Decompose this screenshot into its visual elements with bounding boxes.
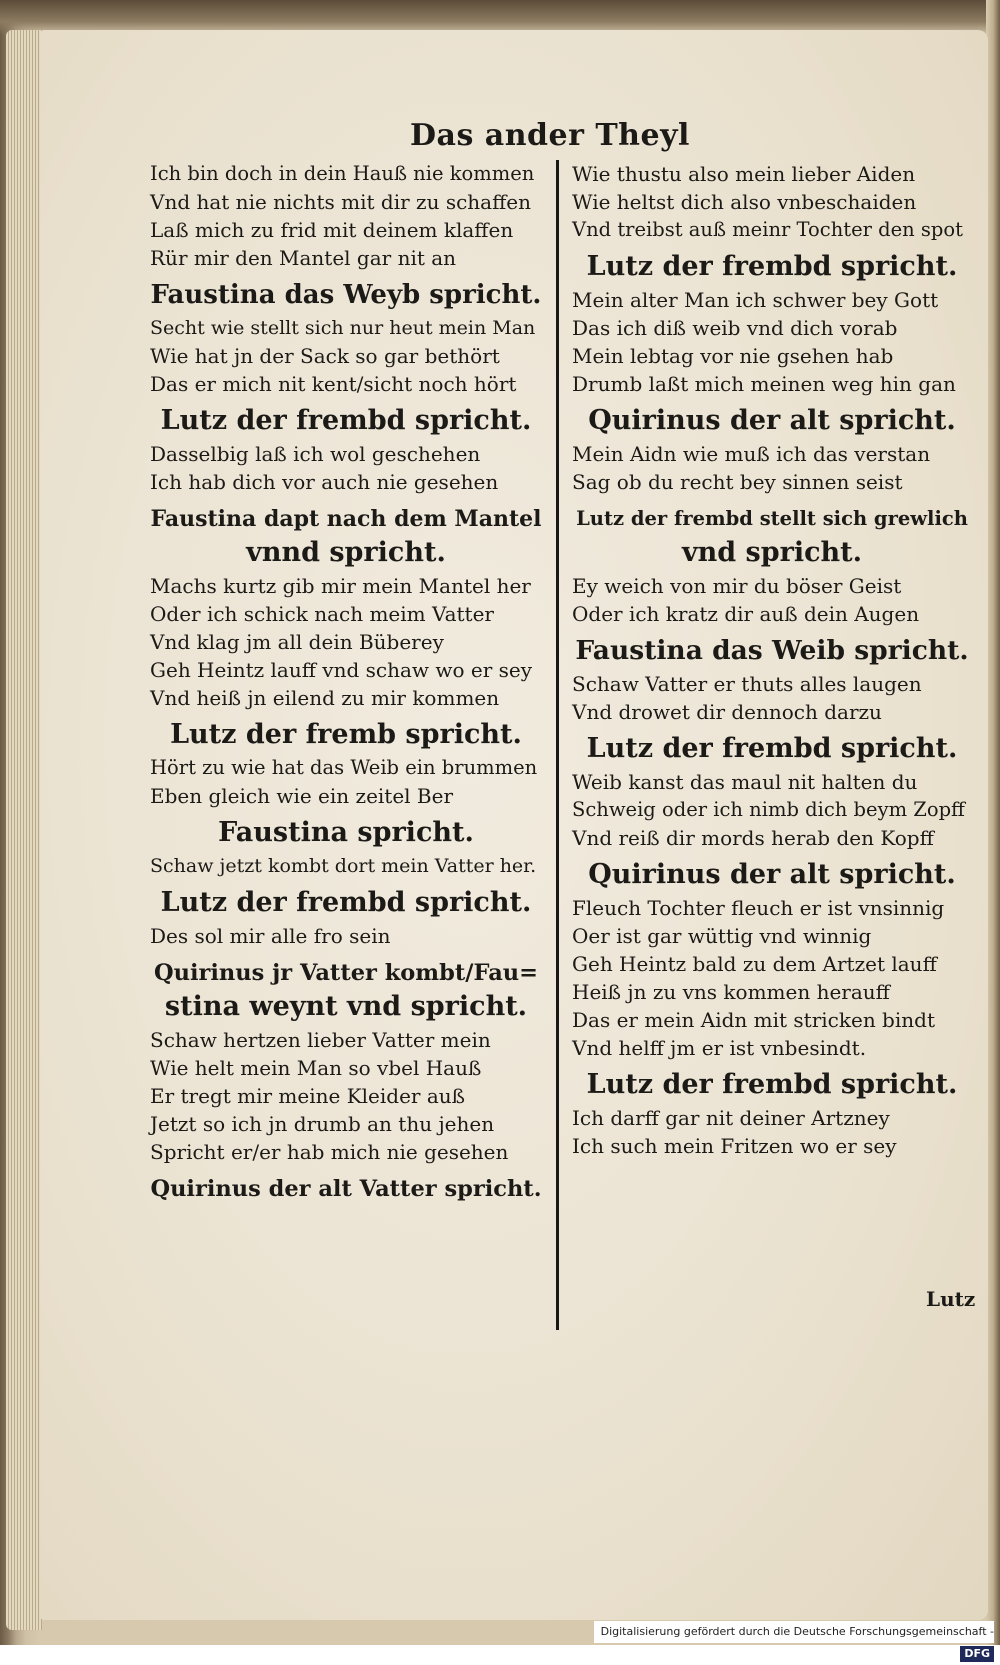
right-column [572,160,972,1160]
speaker-heading-continuation: vnnd spricht. [246,537,446,568]
verse-line: Geh Heintz lauff vnd schaw wo er sey [150,658,533,682]
verse-line: Ich darff gar nit deiner Artzney [572,1106,890,1130]
verse-line: Des sol mir alle fro sein [150,924,391,948]
speaker-heading: Lutz der frembd stellt sich grewlich [576,507,968,530]
verse-line: Er tregt mir meine Kleider auß [150,1084,465,1108]
speaker-heading: Faustina das Weyb spricht. [150,280,542,310]
verse-line: Das er mein Aidn mit stricken bindt [572,1008,935,1032]
speaker-heading-continuation: stina weynt vnd spricht. [164,991,528,1022]
verse-line: Vnd klag jm all dein Büberey [150,630,444,654]
speaker-heading: Quirinus der alt spricht. [588,859,956,890]
dfg-logo: DFG [960,1646,994,1662]
verse-line: Jetzt so ich jn drumb an thu jehen [150,1112,495,1136]
verse-line: Heiß jn zu vns kommen herauff [572,980,890,1004]
verse-line: Oder ich kratz dir auß dein Augen [572,602,920,626]
verse-line: Das er mich nit kent/sicht noch hört [150,372,517,396]
verse-line: Geh Heintz bald zu dem Artzet lauff [572,952,937,976]
speaker-heading: Lutz der frembd spricht. [586,251,958,282]
verse-line: Vnd drowet dir dennoch darzu [572,700,882,724]
speaker-heading: Lutz der fremb spricht. [170,719,522,750]
speaker-heading: Quirinus jr Vatter kombt/Fau= [154,960,538,986]
verse-line: Mein alter Man ich schwer bey Gott [572,288,939,312]
speaker-heading: Lutz der frembd spricht. [160,887,532,918]
verse-line: Vnd treibst auß meinr Tochter den spot [572,218,963,241]
verse-line: Weib kanst das maul nit halten du [572,770,918,794]
verse-line: Schweig oder ich nimb dich beym Zopff [572,798,965,821]
speaker-heading: Lutz der frembd spricht. [160,405,532,436]
speaker-heading: Quirinus der alt spricht. [588,405,956,436]
verse-line: Ich bin doch in dein Hauß nie kommen [150,162,535,185]
verse-line: Eben gleich wie ein zeitel Ber [150,784,454,808]
verse-line: Fleuch Tochter fleuch er ist vnsinnig [572,896,945,920]
verse-line: Rür mir den Mantel gar nit an [150,246,457,270]
verse-line: Spricht er/er hab mich nie gesehen [150,1140,509,1164]
verse-line: Ich hab dich vor auch nie gesehen [150,470,499,494]
verse-line: Dasselbig laß ich wol geschehen [150,442,481,466]
speaker-heading: Lutz der frembd spricht. [586,1069,958,1100]
speaker-heading-continuation: vnd spricht. [681,537,863,568]
footer-text: Digitalisierung gefördert durch die Deutsche Forschungsgemeinschaft - [600,1625,994,1638]
verse-line: Ich such mein Fritzen wo er sey [572,1134,897,1158]
verse-line: Drumb laßt mich meinen weg hin gan [572,372,956,396]
speaker-heading: Faustina dapt nach dem Mantel [150,506,542,532]
verse-line: Vnd reiß dir mords herab den Kopff [572,826,934,850]
page-block-edges [6,30,42,1630]
verse-line: Hört zu wie hat das Weib ein brummen [150,756,538,779]
verse-line: Vnd hat nie nichts mit dir zu schaffen [150,190,532,214]
speaker-heading: Quirinus der alt Vatter spricht. [150,1176,542,1202]
speaker-heading: Faustina spricht. [218,817,474,848]
speaker-heading: Lutz der frembd spricht. [586,733,958,764]
verse-line: Schaw Vatter er thuts alles laugen [572,672,922,696]
catchword: Lutz [926,1287,976,1311]
verse-line: Ey weich von mir du böser Geist [572,574,902,598]
running-head: Das ander Theyl [410,118,690,153]
verse-line: Schaw jetzt kombt dort mein Vatter her. [150,855,537,877]
column-divider [556,160,559,1330]
verse-line: Vnd helff jm er ist vnbesindt. [572,1036,867,1060]
verse-line: Oer ist gar wüttig vnd winnig [572,924,872,948]
verse-line: Vnd heiß jn eilend zu mir kommen [150,686,500,710]
verse-line: Mein Aidn wie muß ich das verstan [572,442,931,466]
verse-line: Oder ich schick nach meim Vatter [150,602,494,626]
verse-line: Laß mich zu frid mit deinem klaffen [150,218,514,242]
verse-line: Wie helt mein Man so vbel Hauß [150,1056,482,1080]
speaker-heading: Faustina das Weib spricht. [575,635,969,666]
verse-line: Schaw hertzen lieber Vatter mein [150,1028,491,1052]
verse-line: Secht wie stellt sich nur heut mein Man [150,317,536,339]
verse-line: Machs kurtz gib mir mein Mantel her [150,574,531,598]
book-right-edge [986,0,1000,1645]
verse-line: Mein lebtag vor nie gsehen hab [572,344,894,368]
left-column [150,160,542,1208]
verse-line: Wie thustu also mein lieber Aiden [572,162,916,186]
verse-line: Wie heltst dich also vnbeschaiden [572,190,917,214]
verse-line: Wie hat jn der Sack so gar bethört [150,344,500,368]
digitization-footer [594,1621,994,1660]
verse-line: Sag ob du recht bey sinnen seist [572,470,903,494]
verse-line: Das ich diß weib vnd dich vorab [572,316,898,340]
